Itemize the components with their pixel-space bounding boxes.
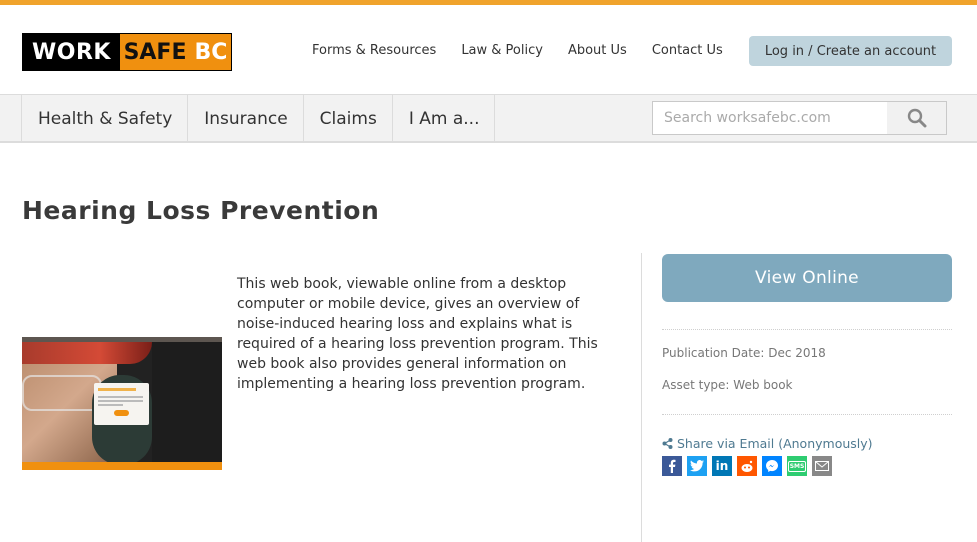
logo-work: WORK — [23, 34, 120, 70]
site-header — [0, 5, 977, 94]
login-create-account-button[interactable]: Log in / Create an account — [749, 36, 952, 66]
utility-nav — [312, 43, 748, 58]
nav-about-us[interactable]: About Us — [567, 43, 627, 58]
facebook-icon — [666, 459, 678, 473]
nav-contact-us[interactable]: Contact Us — [651, 43, 723, 58]
thumbnail-popup — [94, 383, 149, 425]
page-description: This web book, viewable online from a desktop computer or mobile device, gives an overview of noise-induced hearing loss and explains what is required of a hearing loss prevention program. This web book also provides general information on implementing a hearing loss prevention program. — [237, 276, 598, 392]
share-icon — [662, 438, 673, 449]
email-share-button[interactable] — [812, 456, 832, 476]
publication-date: Publication Date: Dec 2018 — [662, 346, 826, 360]
main-nav — [0, 94, 977, 143]
divider — [662, 329, 952, 330]
share-via-email-link[interactable] — [662, 436, 873, 451]
linkedin-icon: in — [715, 459, 729, 473]
webbook-thumbnail[interactable] — [22, 337, 222, 470]
twitter-icon — [690, 460, 704, 472]
social-share-buttons — [662, 456, 837, 476]
logo-safe-bc — [120, 34, 231, 70]
search-button[interactable] — [887, 102, 946, 134]
linkedin-share-button[interactable] — [712, 456, 732, 476]
main-nav-insurance[interactable]: Insurance — [188, 95, 303, 142]
nav-law-policy[interactable]: Law & Policy — [461, 43, 543, 58]
nav-forms-resources[interactable]: Forms & Resources — [312, 43, 437, 58]
logo-bc: BC — [194, 39, 228, 65]
messenger-icon — [765, 459, 779, 473]
search-box — [652, 101, 947, 135]
facebook-share-button[interactable] — [662, 456, 682, 476]
logo-safe: SAFE — [123, 39, 187, 65]
main-nav-i-am-a[interactable]: I Am a... — [393, 95, 496, 142]
view-online-button[interactable]: View Online — [662, 254, 952, 302]
divider — [662, 414, 952, 415]
reddit-share-button[interactable] — [737, 456, 757, 476]
page-title: Hearing Loss Prevention — [22, 196, 380, 225]
worksafebc-logo[interactable] — [22, 33, 232, 71]
email-icon — [815, 461, 829, 471]
search-input[interactable] — [653, 102, 887, 134]
search-icon — [907, 108, 927, 128]
column-divider — [641, 253, 642, 542]
main-nav-claims[interactable]: Claims — [304, 95, 393, 142]
share-label: Share via Email (Anonymously) — [677, 436, 873, 451]
reddit-icon — [740, 460, 754, 473]
main-nav-health-safety[interactable]: Health & Safety — [22, 95, 188, 142]
sms-share-button[interactable] — [787, 456, 807, 476]
messenger-share-button[interactable] — [762, 456, 782, 476]
twitter-share-button[interactable] — [687, 456, 707, 476]
sms-icon: SMS — [789, 462, 805, 470]
asset-type: Asset type: Web book — [662, 378, 793, 392]
